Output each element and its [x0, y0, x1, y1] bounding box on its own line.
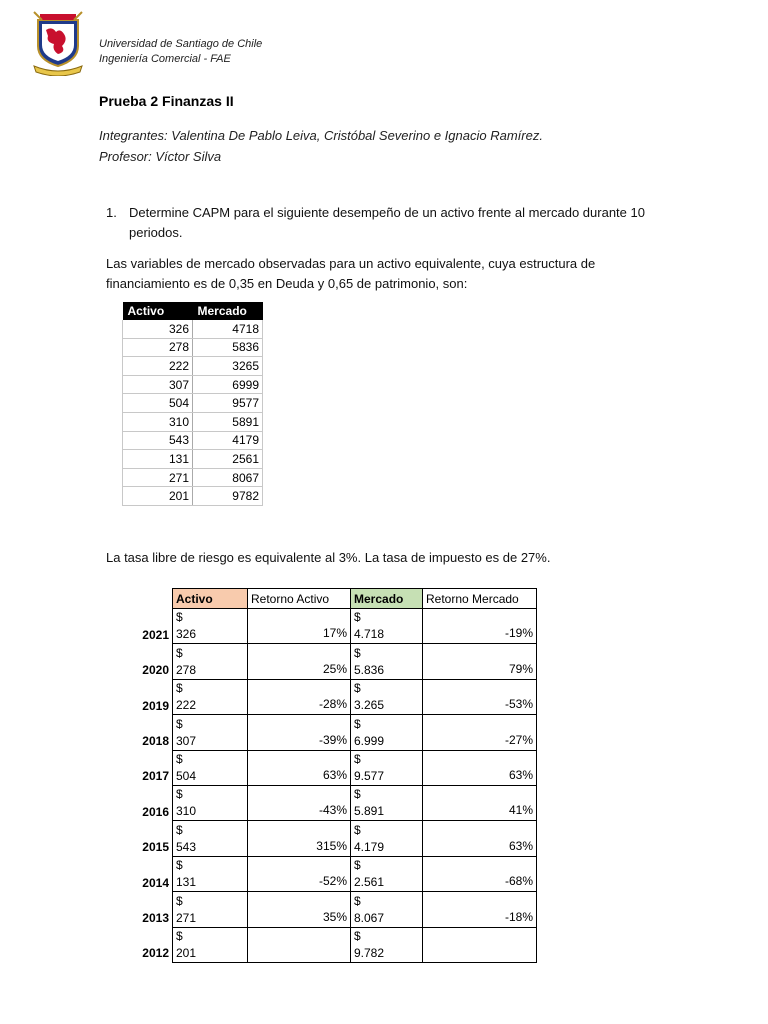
question-text: Determine CAPM para el siguiente desempeño de un activo frente al mercado durante 10 periodos.	[129, 205, 645, 240]
table-row	[136, 892, 537, 927]
teacher-line: Profesor: Víctor Silva	[99, 149, 222, 164]
mercado-price-cell	[351, 821, 423, 856]
activo-price-cell	[173, 750, 248, 785]
currency-symbol: $	[354, 787, 361, 802]
activo-price-cell	[173, 856, 248, 891]
activo-price-cell	[173, 644, 248, 679]
table-row	[123, 357, 263, 376]
activo-price-cell	[173, 785, 248, 820]
mercado-cell: 9577	[193, 394, 263, 413]
table-row	[136, 927, 537, 962]
table-row	[123, 394, 263, 413]
mercado-price-cell-value: 4.179	[354, 839, 385, 854]
table-row	[136, 679, 537, 714]
activo-price-cell	[173, 927, 248, 962]
table-row	[123, 375, 263, 394]
activo-price-cell-value: 271	[176, 910, 197, 925]
currency-symbol: $	[354, 751, 361, 766]
retorno-mercado-cell: 63%	[423, 821, 537, 856]
table-row	[136, 715, 537, 750]
retorno-mercado-cell: -18%	[423, 892, 537, 927]
mercado-cell: 6999	[193, 375, 263, 394]
mercado-price-cell	[351, 750, 423, 785]
document-title: Prueba 2 Finanzas II	[99, 93, 234, 109]
mercado-price-cell	[351, 927, 423, 962]
currency-symbol: $	[354, 858, 361, 873]
currency-symbol: $	[354, 822, 361, 837]
retorno-activo-cell: -39%	[248, 715, 351, 750]
currency-symbol: $	[176, 681, 183, 696]
table1-header-mercado: Mercado	[193, 302, 263, 320]
activo-price-cell-value: 278	[176, 662, 197, 677]
activo-price-cell	[173, 609, 248, 644]
currency-symbol: $	[354, 716, 361, 731]
retorno-activo-cell: 63%	[248, 750, 351, 785]
currency-symbol: $	[176, 610, 183, 625]
mercado-price-cell	[351, 644, 423, 679]
department-name: Ingeniería Comercial - FAE	[99, 53, 231, 65]
table1-header-activo: Activo	[123, 302, 193, 320]
currency-symbol: $	[176, 928, 183, 943]
table-row	[123, 412, 263, 431]
mercado-price-cell	[351, 856, 423, 891]
activo-cell: 326	[123, 320, 193, 338]
retorno-mercado-cell: 63%	[423, 750, 537, 785]
activo-price-cell-value: 543	[176, 839, 197, 854]
table-row	[123, 450, 263, 469]
mercado-cell: 4718	[193, 320, 263, 338]
mercado-price-cell	[351, 679, 423, 714]
activo-price-cell-value: 504	[176, 768, 197, 783]
currency-symbol: $	[354, 681, 361, 696]
year-header-blank	[136, 589, 173, 609]
risk-free-paragraph: La tasa libre de riesgo es equivalente al 3%. La tasa de impuesto es de 27%.	[106, 550, 551, 565]
mercado-price-cell-value: 3.265	[354, 698, 385, 713]
retorno-mercado-cell: 79%	[423, 644, 537, 679]
mercado-price-cell-value: 9.577	[354, 768, 385, 783]
activo-price-cell	[173, 821, 248, 856]
retorno-activo-cell: -28%	[248, 679, 351, 714]
table-row	[123, 431, 263, 450]
table2-header-mercado: Mercado	[351, 589, 423, 609]
table-row	[136, 750, 537, 785]
market-data-table	[122, 302, 263, 506]
activo-price-cell-value: 222	[176, 698, 197, 713]
mercado-price-cell-value: 9.782	[354, 945, 385, 960]
retorno-mercado-cell: -27%	[423, 715, 537, 750]
retorno-activo-cell	[248, 927, 351, 962]
mercado-cell: 2561	[193, 450, 263, 469]
institution-name: Universidad de Santiago de Chile	[99, 38, 263, 50]
mercado-cell: 5891	[193, 412, 263, 431]
mercado-cell: 4179	[193, 431, 263, 450]
currency-symbol: $	[176, 645, 183, 660]
mercado-price-cell-value: 8.067	[354, 910, 385, 925]
mercado-price-cell	[351, 892, 423, 927]
mercado-price-cell-value: 6.999	[354, 733, 385, 748]
activo-cell: 504	[123, 394, 193, 413]
activo-price-cell-value: 201	[176, 945, 197, 960]
mercado-price-cell	[351, 715, 423, 750]
currency-symbol: $	[176, 751, 183, 766]
mercado-price-cell-value: 4.718	[354, 627, 385, 642]
returns-table	[136, 588, 537, 963]
table-row	[136, 609, 537, 644]
currency-symbol: $	[176, 787, 183, 802]
activo-cell: 222	[123, 357, 193, 376]
retorno-activo-cell: -52%	[248, 856, 351, 891]
table-row	[123, 338, 263, 357]
table2-header-retorno-mercado: Retorno Mercado	[423, 589, 537, 609]
year-cell: 2017	[142, 769, 169, 784]
question-number: 1.	[106, 205, 117, 220]
retorno-mercado-cell: -19%	[423, 609, 537, 644]
currency-symbol: $	[354, 610, 361, 625]
retorno-mercado-cell	[423, 927, 537, 962]
mercado-price-cell	[351, 785, 423, 820]
year-cell: 2012	[142, 946, 169, 961]
university-crest-icon	[32, 10, 84, 76]
activo-price-cell-value: 131	[176, 875, 197, 890]
mercado-cell: 9782	[193, 487, 263, 506]
activo-price-cell-value: 310	[176, 804, 197, 819]
currency-symbol: $	[176, 822, 183, 837]
currency-symbol: $	[354, 928, 361, 943]
currency-symbol: $	[354, 645, 361, 660]
activo-price-cell-value: 326	[176, 627, 197, 642]
market-variables-paragraph: Las variables de mercado observadas para un activo equivalente, cuya estructura de financiamiento es de 0,35 en Deuda y 0,65 de patrimonio, son:	[106, 256, 596, 291]
mercado-price-cell	[351, 609, 423, 644]
year-cell: 2021	[142, 627, 169, 642]
currency-symbol: $	[354, 893, 361, 908]
table-row	[123, 468, 263, 487]
activo-price-cell	[173, 892, 248, 927]
activo-cell: 310	[123, 412, 193, 431]
activo-cell: 307	[123, 375, 193, 394]
year-cell: 2014	[142, 875, 169, 890]
table-row	[136, 644, 537, 679]
table-row	[136, 785, 537, 820]
table2-header-activo: Activo	[173, 589, 248, 609]
activo-cell: 131	[123, 450, 193, 469]
year-cell: 2018	[142, 734, 169, 749]
currency-symbol: $	[176, 893, 183, 908]
mercado-cell: 3265	[193, 357, 263, 376]
retorno-activo-cell: 17%	[248, 609, 351, 644]
table-row	[136, 856, 537, 891]
activo-price-cell	[173, 679, 248, 714]
activo-cell: 271	[123, 468, 193, 487]
members-line: Integrantes: Valentina De Pablo Leiva, Cristóbal Severino e Ignacio Ramírez.	[99, 128, 543, 143]
table-row	[123, 320, 263, 338]
year-cell: 2015	[142, 840, 169, 855]
year-cell: 2020	[142, 663, 169, 678]
currency-symbol: $	[176, 716, 183, 731]
table2-header-retorno-activo: Retorno Activo	[248, 589, 351, 609]
table-row	[136, 821, 537, 856]
activo-cell: 278	[123, 338, 193, 357]
mercado-cell: 8067	[193, 468, 263, 487]
retorno-activo-cell: 25%	[248, 644, 351, 679]
activo-cell: 201	[123, 487, 193, 506]
retorno-activo-cell: -43%	[248, 785, 351, 820]
activo-price-cell	[173, 715, 248, 750]
retorno-activo-cell: 315%	[248, 821, 351, 856]
activo-cell: 543	[123, 431, 193, 450]
table-row	[123, 487, 263, 506]
year-cell: 2013	[142, 911, 169, 926]
mercado-cell: 5836	[193, 338, 263, 357]
retorno-mercado-cell: 41%	[423, 785, 537, 820]
mercado-price-cell-value: 5.891	[354, 804, 385, 819]
currency-symbol: $	[176, 858, 183, 873]
retorno-mercado-cell: -68%	[423, 856, 537, 891]
year-cell: 2016	[142, 804, 169, 819]
mercado-price-cell-value: 2.561	[354, 875, 385, 890]
retorno-mercado-cell: -53%	[423, 679, 537, 714]
retorno-activo-cell: 35%	[248, 892, 351, 927]
mercado-price-cell-value: 5.836	[354, 662, 385, 677]
activo-price-cell-value: 307	[176, 733, 197, 748]
year-cell: 2019	[142, 698, 169, 713]
